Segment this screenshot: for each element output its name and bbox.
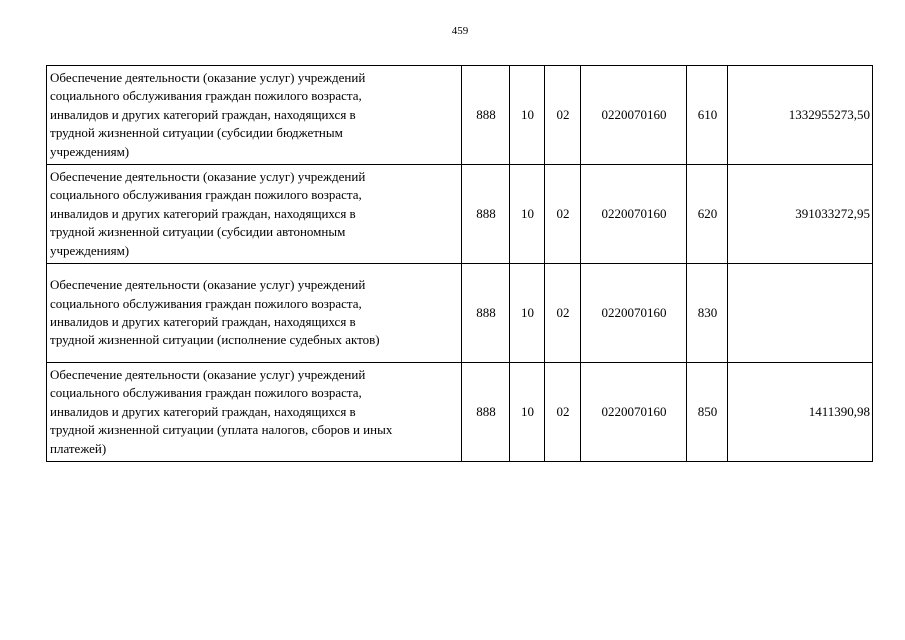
target-article-code: 0220070160 <box>581 165 687 264</box>
expense-type-code: 850 <box>687 363 728 462</box>
budget-table <box>46 65 873 462</box>
row-description: Обеспечение деятельности (оказание услуг) учреждений социального обслуживания граждан пожилого возраста, инвалидов и других категорий граждан, находящихся в трудной жизненной ситуации (субсидии бюджетным учреждениям) <box>47 66 462 165</box>
row-description: Обеспечение деятельности (оказание услуг) учреждений социального обслуживания граждан пожилого возраста, инвалидов и других категорий граждан, находящихся в трудной жизненной ситуации (субсидии автономным учреждениям) <box>47 165 462 264</box>
amount: 1411390,98 <box>728 363 873 462</box>
section-code: 10 <box>510 363 545 462</box>
table-row <box>47 264 873 363</box>
target-article-code: 0220070160 <box>581 66 687 165</box>
section-code: 10 <box>510 165 545 264</box>
ministry-code: 888 <box>462 264 510 363</box>
ministry-code: 888 <box>462 165 510 264</box>
expense-type-code: 830 <box>687 264 728 363</box>
section-code: 10 <box>510 264 545 363</box>
row-description: Обеспечение деятельности (оказание услуг) учреждений социального обслуживания граждан пожилого возраста, инвалидов и других категорий граждан, находящихся в трудной жизненной ситуации (уплата налогов, сборов и иных платежей) <box>47 363 462 462</box>
table-row <box>47 66 873 165</box>
section-code: 10 <box>510 66 545 165</box>
expense-type-code: 610 <box>687 66 728 165</box>
ministry-code: 888 <box>462 363 510 462</box>
row-description: Обеспечение деятельности (оказание услуг) учреждений социального обслуживания граждан пожилого возраста, инвалидов и других категорий граждан, находящихся в трудной жизненной ситуации (исполнение судебных актов) <box>47 264 462 363</box>
subsection-code: 02 <box>545 165 581 264</box>
subsection-code: 02 <box>545 264 581 363</box>
amount <box>728 264 873 363</box>
target-article-code: 0220070160 <box>581 264 687 363</box>
page-number: 459 <box>451 25 469 37</box>
target-article-code: 0220070160 <box>581 363 687 462</box>
expense-type-code: 620 <box>687 165 728 264</box>
amount: 391033272,95 <box>728 165 873 264</box>
subsection-code: 02 <box>545 66 581 165</box>
amount: 1332955273,50 <box>728 66 873 165</box>
subsection-code: 02 <box>545 363 581 462</box>
table-row <box>47 165 873 264</box>
ministry-code: 888 <box>462 66 510 165</box>
table-row <box>47 363 873 462</box>
